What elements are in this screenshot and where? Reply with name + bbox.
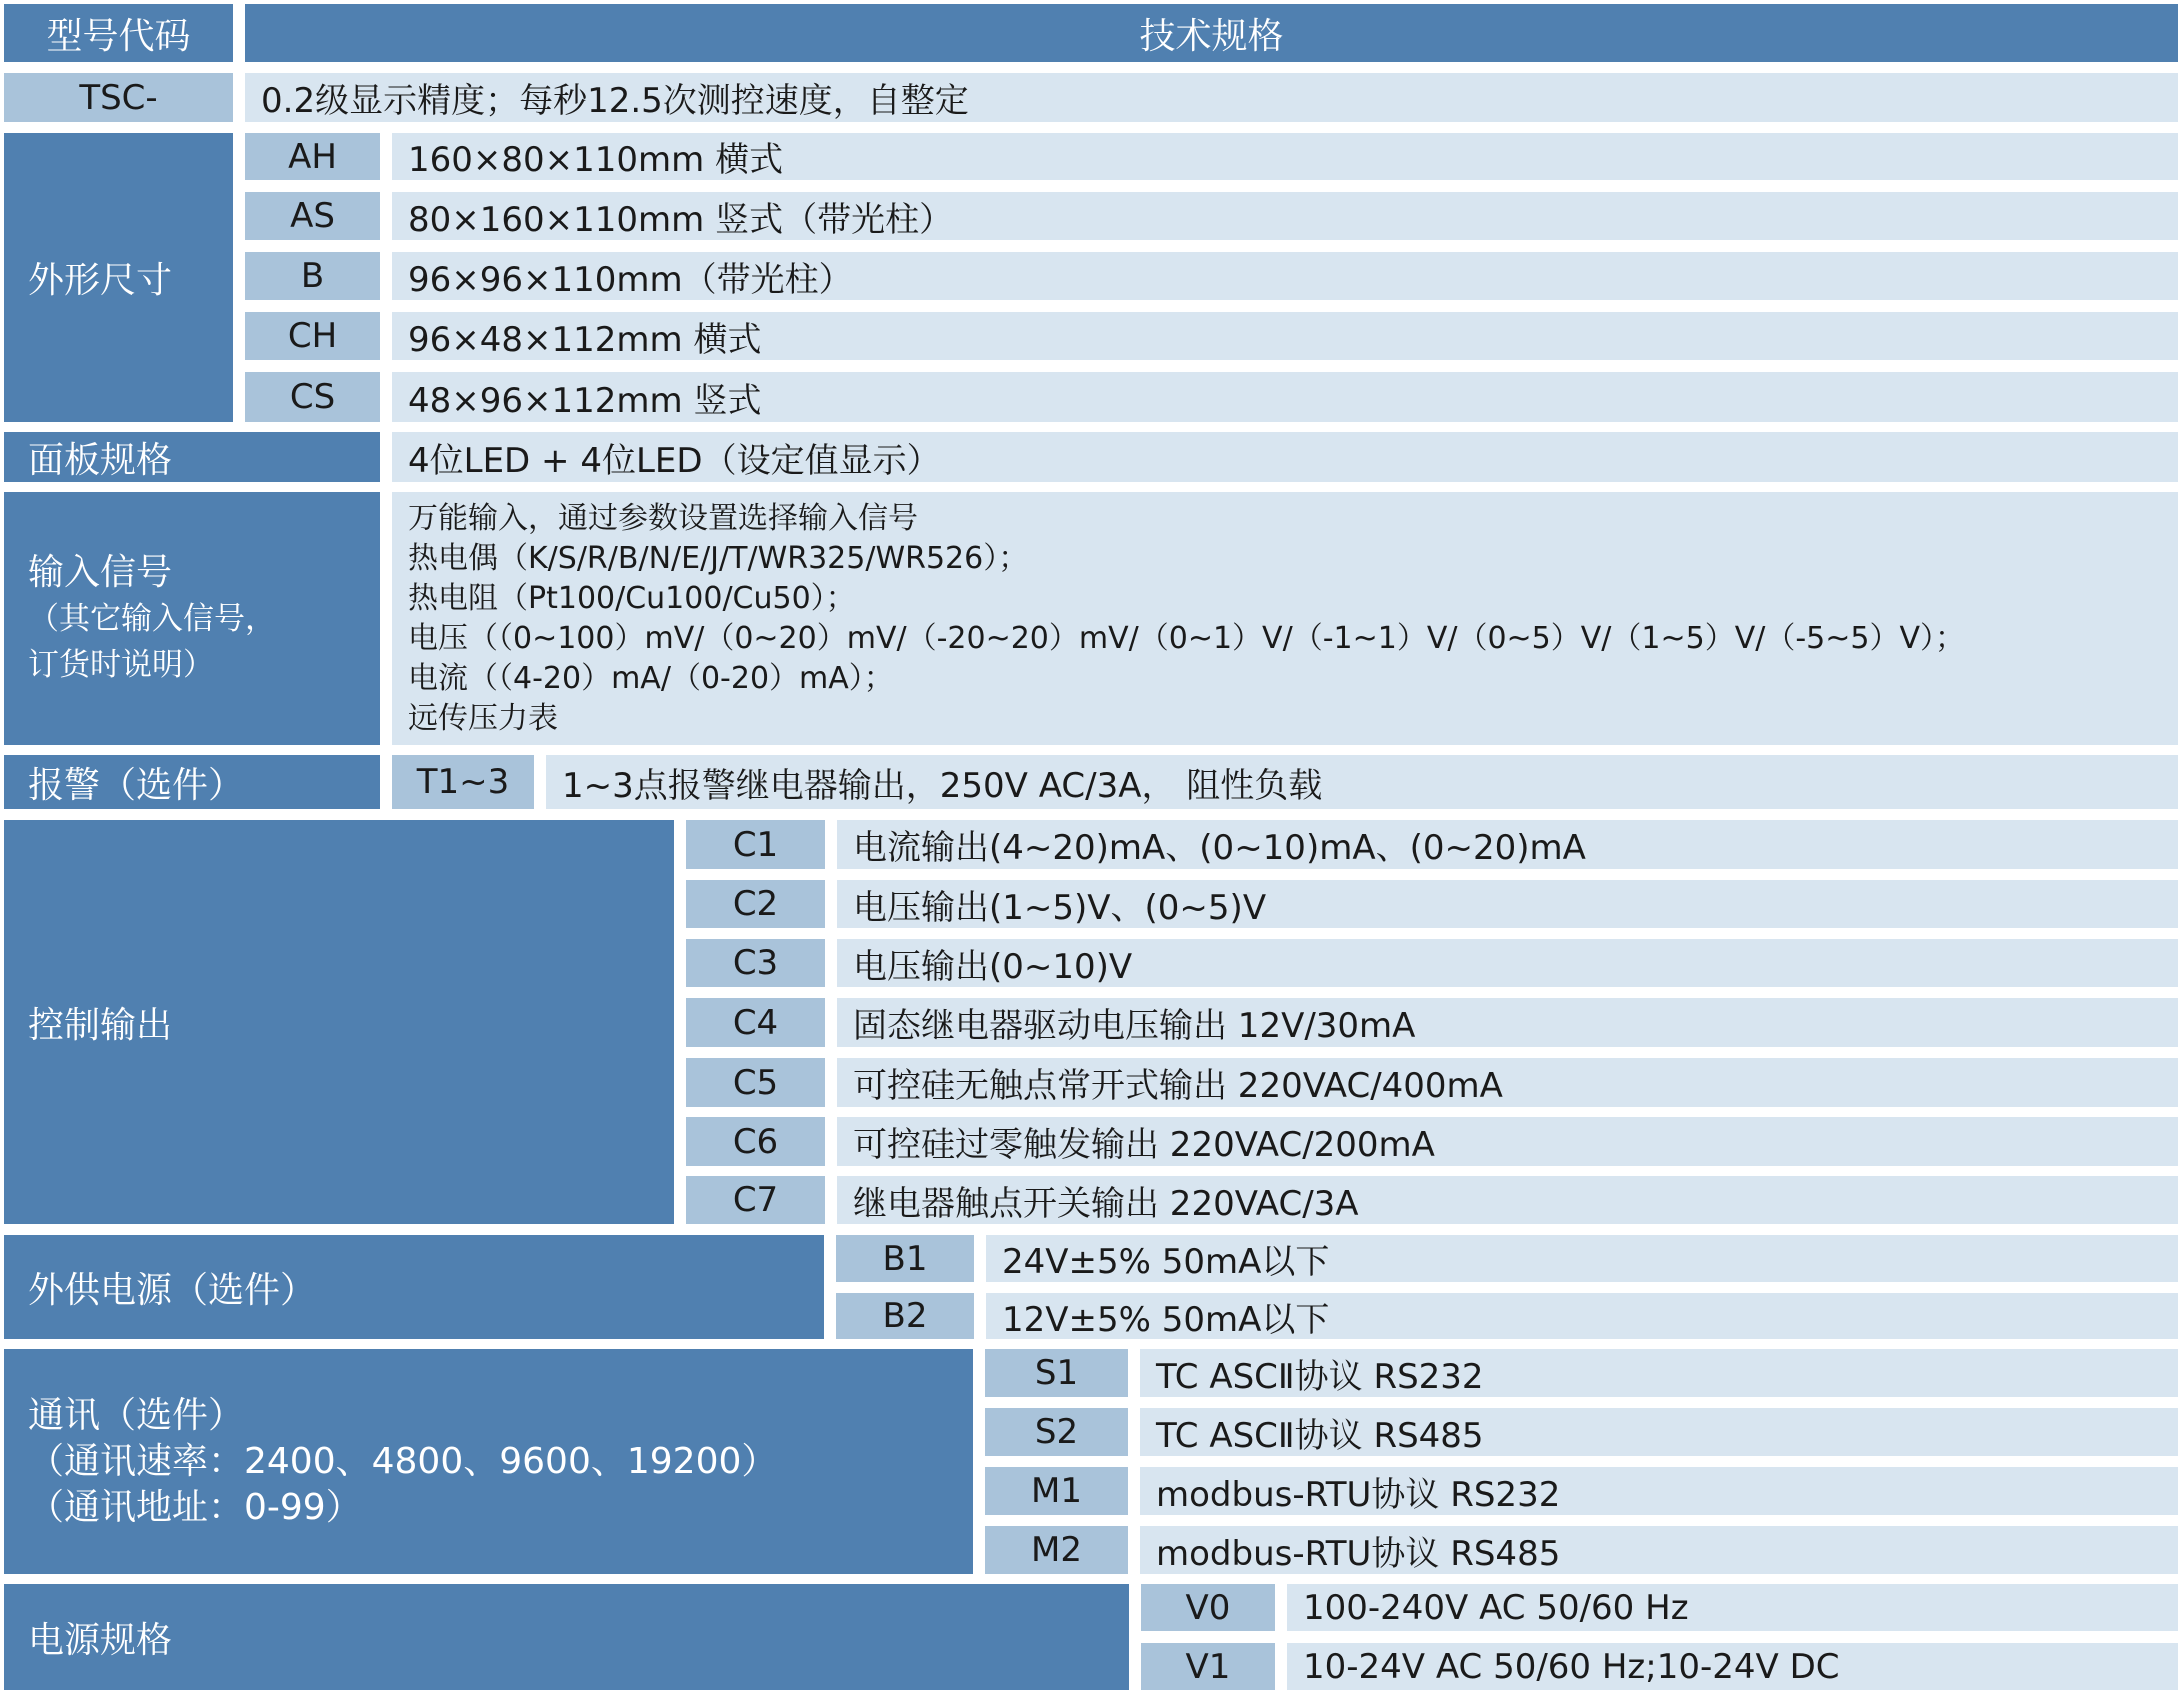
control-code: C7: [686, 1176, 825, 1224]
comm-code: S1: [985, 1349, 1128, 1397]
base-code: TSC-: [4, 73, 233, 122]
input-line: 电压（（0~100）mV/（0~20）mV/（-20~20）mV/（0~1）V/（-1~1）V/（0~5）V/（1~5）V/（-5~5）V）；: [408, 620, 1965, 656]
power-desc: 10-24V AC 50/60 Hz;10-24V DC: [1287, 1643, 2178, 1690]
control-code: C4: [686, 998, 825, 1047]
control-desc: 电流输出(4~20)mA、(0~10)mA、(0~20)mA: [837, 820, 2178, 869]
input-line: 远传压力表: [408, 700, 558, 736]
input-line: 热电阻（Pt100/Cu100/Cu50）；: [408, 580, 856, 616]
comm-label-title: 通讯（选件）: [28, 1394, 245, 1436]
alarm-label: 报警（选件）: [4, 755, 380, 809]
dimension-desc: 160×80×110mm 横式: [392, 133, 2178, 180]
supply-code: B2: [836, 1293, 974, 1339]
input-line: 万能输入，通过参数设置选择输入信号: [408, 500, 918, 536]
comm-code: S2: [985, 1408, 1128, 1456]
control-code: C1: [686, 820, 825, 869]
comm-label: [4, 1349, 973, 1574]
dimension-code: CS: [245, 372, 380, 422]
input-line: 热电偶（K/S/R/B/N/E/J/T/WR325/WR526）；: [408, 540, 1029, 576]
comm-code: M1: [985, 1467, 1128, 1515]
control-desc: 固态继电器驱动电压输出 12V/30mA: [837, 998, 2178, 1047]
header-spec-title: 技术规格: [245, 4, 2178, 62]
control-desc: 可控硅无触点常开式输出 220VAC/400mA: [837, 1058, 2178, 1107]
comm-desc: TC ASCⅡ协议 RS232: [1140, 1349, 2178, 1397]
control-code: C3: [686, 939, 825, 987]
comm-desc: modbus-RTU协议 RS485: [1140, 1526, 2178, 1574]
input-line: 电流（（4-20）mA/（0-20）mA）；: [408, 660, 894, 696]
comm-desc: TC ASCⅡ协议 RS485: [1140, 1408, 2178, 1456]
dimensions-label: 外形尺寸: [4, 133, 233, 422]
panel-desc: 4位LED + 4位LED（设定值显示）: [392, 432, 2178, 482]
comm-label-address: （通讯地址：0-99）: [28, 1486, 362, 1528]
input-label-note: （其它输入信号，: [28, 600, 276, 637]
dimension-desc: 48×96×112mm 竖式: [392, 372, 2178, 422]
power-label: 电源规格: [4, 1584, 1129, 1690]
dimension-desc: 80×160×110mm 竖式（带光柱）: [392, 192, 2178, 240]
power-code: V1: [1141, 1643, 1275, 1690]
comm-desc: modbus-RTU协议 RS232: [1140, 1467, 2178, 1515]
power-code: V0: [1141, 1584, 1275, 1631]
power-desc: 100-240V AC 50/60 Hz: [1287, 1584, 2178, 1631]
alarm-desc: 1~3点报警继电器输出，250V AC/3A， 阻性负载: [546, 755, 2178, 809]
input-label: [4, 492, 380, 745]
control-desc: 可控硅过零触发输出 220VAC/200mA: [837, 1117, 2178, 1166]
supply-label: 外供电源（选件）: [4, 1235, 824, 1339]
panel-label: 面板规格: [4, 432, 380, 482]
dimension-code: AS: [245, 192, 380, 240]
control-desc: 继电器触点开关输出 220VAC/3A: [837, 1176, 2178, 1224]
dimension-code: AH: [245, 133, 380, 180]
input-label-note: 订货时说明）: [28, 646, 214, 683]
comm-code: M2: [985, 1526, 1128, 1574]
dimension-desc: 96×48×112mm 横式: [392, 312, 2178, 360]
supply-code: B1: [836, 1235, 974, 1282]
supply-desc: 12V±5% 50mA以下: [986, 1293, 2178, 1339]
control-desc: 电压输出(1~5)V、(0~5)V: [837, 880, 2178, 928]
dimension-code: B: [245, 252, 380, 300]
dimension-desc: 96×96×110mm（带光柱）: [392, 252, 2178, 300]
dimension-code: CH: [245, 312, 380, 360]
header-code-title: 型号代码: [4, 4, 233, 62]
control-desc: 电压输出(0~10)V: [837, 939, 2178, 987]
control-code: C2: [686, 880, 825, 928]
control-code: C5: [686, 1058, 825, 1107]
alarm-code: T1~3: [392, 755, 534, 809]
input-desc: [392, 492, 2178, 745]
comm-label-rate: （通讯速率：2400、4800、9600、19200）: [28, 1440, 778, 1482]
control-label: 控制输出: [4, 820, 674, 1224]
base-desc: 0.2级显示精度；每秒12.5次测控速度，自整定: [245, 73, 2178, 122]
supply-desc: 24V±5% 50mA以下: [986, 1235, 2178, 1282]
input-label-title: 输入信号: [28, 551, 173, 593]
control-code: C6: [686, 1117, 825, 1166]
